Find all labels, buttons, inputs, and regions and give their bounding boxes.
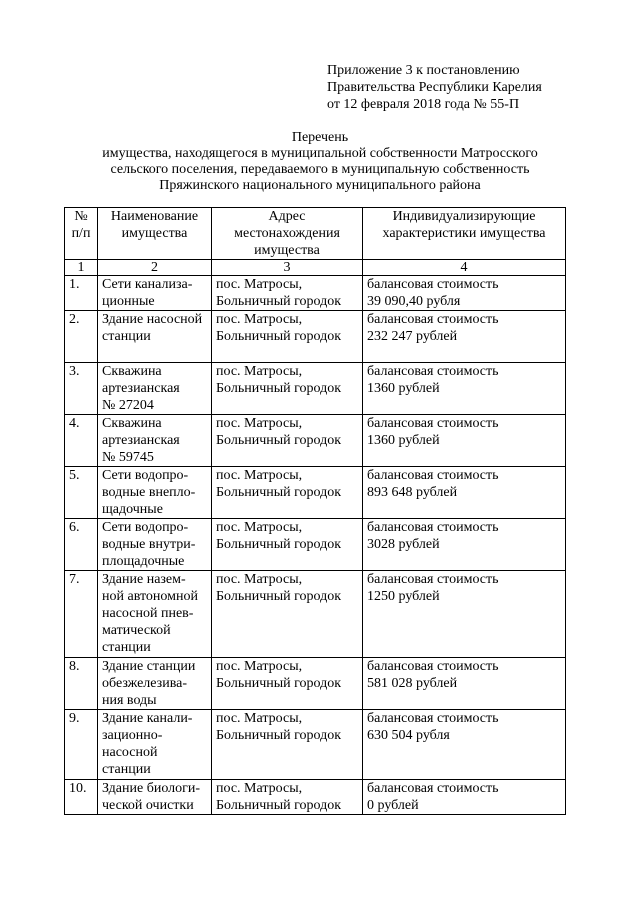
appendix-header (327, 62, 627, 113)
property-name (98, 780, 212, 815)
property-name-line: насосной пнев- (102, 606, 194, 621)
property-characteristics-line: балансовая стоимость (367, 277, 499, 292)
property-name-line: ционные (102, 294, 155, 309)
property-address-line: Больничный городок (216, 589, 342, 604)
property-name (98, 415, 212, 467)
property-characteristics-line: балансовая стоимость (367, 572, 499, 587)
row-number: 6. (65, 519, 98, 571)
property-characteristics-line: 3028 рублей (367, 537, 440, 552)
header-number: № п/п (65, 208, 98, 260)
property-name-line: артезианская (102, 381, 180, 396)
row-number: 1. (65, 276, 98, 311)
title-line: Пряжинского национального муниципального района (159, 178, 481, 193)
property-name-line: обезжелезива- (102, 676, 187, 691)
property-address-line: пос. Матросы, (216, 781, 303, 796)
property-characteristics (363, 658, 566, 710)
property-name-line: № 27204 (102, 398, 154, 413)
property-characteristics-line: 232 247 рублей (367, 329, 458, 344)
table-row (65, 519, 566, 571)
property-characteristics (363, 710, 566, 780)
property-address-line: Больничный городок (216, 381, 342, 396)
property-characteristics (363, 519, 566, 571)
property-address-line: пос. Матросы, (216, 364, 303, 379)
property-name-line: водные внутри- (102, 537, 196, 552)
appendix-line: от 12 февраля 2018 года № 55-П (327, 97, 520, 112)
property-address (212, 415, 363, 467)
property-name-line: Сети водопро- (102, 520, 189, 535)
property-characteristics-line: балансовая стоимость (367, 659, 499, 674)
property-characteristics-line: балансовая стоимость (367, 312, 499, 327)
property-address (212, 658, 363, 710)
property-name-line: артезианская (102, 433, 180, 448)
property-name-line: ной автономной (102, 589, 198, 604)
property-name-line: матической (102, 623, 171, 638)
property-address (212, 276, 363, 311)
property-characteristics-line: 1360 рублей (367, 433, 440, 448)
property-characteristics-line: 893 648 рублей (367, 485, 458, 500)
property-characteristics-line: балансовая стоимость (367, 416, 499, 431)
property-name (98, 710, 212, 780)
property-name-line: ния воды (102, 693, 157, 708)
column-index: 4 (363, 260, 566, 276)
property-address-line: пос. Матросы, (216, 659, 303, 674)
property-address (212, 780, 363, 815)
property-address-line: пос. Матросы, (216, 416, 303, 431)
property-name-line: Сети канализа- (102, 277, 193, 292)
appendix-line: Приложение 3 к постановлению (327, 63, 520, 78)
property-name-line: Сети водопро- (102, 468, 189, 483)
property-address (212, 363, 363, 415)
property-address-line: пос. Матросы, (216, 711, 303, 726)
property-name-line: Скважина (102, 416, 162, 431)
property-name-line: Здание станции (102, 659, 196, 674)
property-name (98, 467, 212, 519)
property-address-line: Больничный городок (216, 537, 342, 552)
property-name-line: Здание назем- (102, 572, 186, 587)
property-name-line: № 59745 (102, 450, 154, 465)
column-index: 1 (65, 260, 98, 276)
property-address-line: пос. Матросы, (216, 468, 303, 483)
property-characteristics-line: 1250 рублей (367, 589, 440, 604)
property-name-line: водные внепло- (102, 485, 196, 500)
property-name-line: Здание канали- (102, 711, 193, 726)
property-address-line: Больничный городок (216, 433, 342, 448)
table-row (65, 658, 566, 710)
column-index-row (65, 260, 566, 276)
row-number: 9. (65, 710, 98, 780)
property-characteristics (363, 276, 566, 311)
table-row (65, 467, 566, 519)
table-row (65, 780, 566, 815)
table-row (65, 710, 566, 780)
table-header-row (65, 208, 566, 260)
property-characteristics-line: 39 090,40 рубля (367, 294, 461, 309)
property-name-line: щадочные (102, 502, 163, 517)
title-line: Перечень (291, 130, 349, 145)
property-name-line: Скважина (102, 364, 162, 379)
property-characteristics-line: 581 028 рублей (367, 676, 458, 691)
property-address-line: пос. Матросы, (216, 312, 303, 327)
property-name-line: станции (102, 329, 151, 344)
row-number: 8. (65, 658, 98, 710)
table-row (65, 415, 566, 467)
property-characteristics-line: 0 рублей (367, 798, 419, 813)
property-name (98, 519, 212, 571)
row-number: 10. (65, 780, 98, 815)
property-name-line: насосной (102, 745, 158, 760)
appendix-line: Правительства Республики Карелия (327, 80, 542, 95)
property-table (64, 207, 566, 815)
property-characteristics (363, 780, 566, 815)
property-name-line: площадочные (102, 554, 185, 569)
document-title (60, 130, 580, 194)
header-name: Наименование имущества (98, 208, 212, 260)
property-characteristics-line: балансовая стоимость (367, 468, 499, 483)
property-address-line: пос. Матросы, (216, 520, 303, 535)
property-name-line: зационно- (102, 728, 163, 743)
property-characteristics (363, 363, 566, 415)
property-name-line: Здание насосной (102, 312, 203, 327)
row-number: 5. (65, 467, 98, 519)
property-name (98, 311, 212, 363)
header-address: Адрес местонахождения имущества (212, 208, 363, 260)
property-address-line: Больничный городок (216, 294, 342, 309)
table-row (65, 311, 566, 363)
column-index: 3 (212, 260, 363, 276)
row-number: 2. (65, 311, 98, 363)
title-line: сельского поселения, передаваемого в муниципальную собственность (110, 162, 530, 177)
property-name (98, 363, 212, 415)
property-address (212, 467, 363, 519)
property-characteristics-line: балансовая стоимость (367, 520, 499, 535)
property-address (212, 519, 363, 571)
table-row (65, 571, 566, 658)
property-address-line: пос. Матросы, (216, 277, 303, 292)
property-characteristics (363, 467, 566, 519)
property-address-line: Больничный городок (216, 676, 342, 691)
property-name (98, 276, 212, 311)
property-characteristics-line: 1360 рублей (367, 381, 440, 396)
property-address-line: Больничный городок (216, 798, 342, 813)
row-number: 4. (65, 415, 98, 467)
property-name-line: станции (102, 640, 151, 655)
row-number: 7. (65, 571, 98, 658)
property-characteristics-line: балансовая стоимость (367, 364, 499, 379)
table-row (65, 363, 566, 415)
property-characteristics-line: балансовая стоимость (367, 711, 499, 726)
header-characteristics: Индивидуализирующие характеристики имущества (363, 208, 566, 260)
title-line: имущества, находящегося в муниципальной собственности Матросского (102, 146, 538, 161)
property-name-line: ческой очистки (102, 798, 194, 813)
property-address (212, 710, 363, 780)
row-number: 3. (65, 363, 98, 415)
property-address-line: Больничный городок (216, 728, 342, 743)
property-characteristics-line: балансовая стоимость (367, 781, 499, 796)
property-name (98, 571, 212, 658)
table-row (65, 276, 566, 311)
property-name-line: станции (102, 762, 151, 777)
property-address-line: пос. Матросы, (216, 572, 303, 587)
property-characteristics-line: 630 504 рубля (367, 728, 450, 743)
property-characteristics (363, 311, 566, 363)
property-address (212, 571, 363, 658)
property-characteristics (363, 571, 566, 658)
property-address-line: Больничный городок (216, 329, 342, 344)
property-name (98, 658, 212, 710)
property-address (212, 311, 363, 363)
property-name-line: Здание биологи- (102, 781, 201, 796)
property-address-line: Больничный городок (216, 485, 342, 500)
column-index: 2 (98, 260, 212, 276)
property-characteristics (363, 415, 566, 467)
